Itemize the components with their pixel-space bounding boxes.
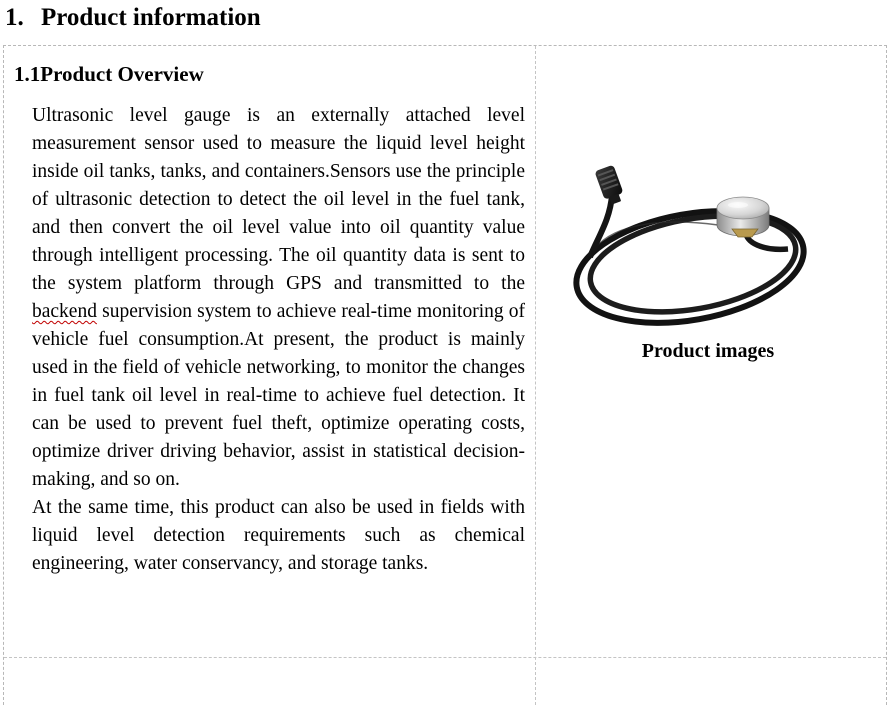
overview-paragraph-1 [32,102,525,494]
overview-paragraph-2: At the same time, this product can also be used in fields with liquid level detection requirements such as chemical engineering, water conservancy, and storage tanks. [32,497,525,574]
overview-heading: 1.1Product Overview [14,62,204,86]
row-divider [4,657,886,658]
section-title: Product information [41,4,261,31]
product-image [568,125,818,330]
section-number: 1. [5,4,24,31]
ultrasonic-sensor-icon [568,125,818,330]
paragraph-1-text-start: Ultrasonic level gauge is an externally attached level measurement sensor used to measure the liquid level height inside oil tanks, tanks, and containers.Sensors use the principle of ultrasonic detection to detect the oil level in the fuel tank, and then convert the oil level value into oil quantity value through intelligent processing. The oil quantity data is sent to the system platform through GPS and transmitted to the [32,105,525,294]
product-image-caption: Product images [641,340,775,362]
overview-body [32,102,525,578]
column-divider [535,46,536,705]
spellcheck-flagged-word: backend [32,301,97,322]
section-heading [5,2,261,34]
paragraph-1-text-end: supervision system to achieve real-time monitoring of vehicle fuel consumption.At present, the product is mainly used in the field of vehicle networking, to monitor the changes in fuel tank oil level in real-time to achieve fuel detection. It can be used to prevent fuel theft, optimize operating costs, optimize driver driving behavior, assist in statistical decision-making, and so on. [32,301,525,490]
